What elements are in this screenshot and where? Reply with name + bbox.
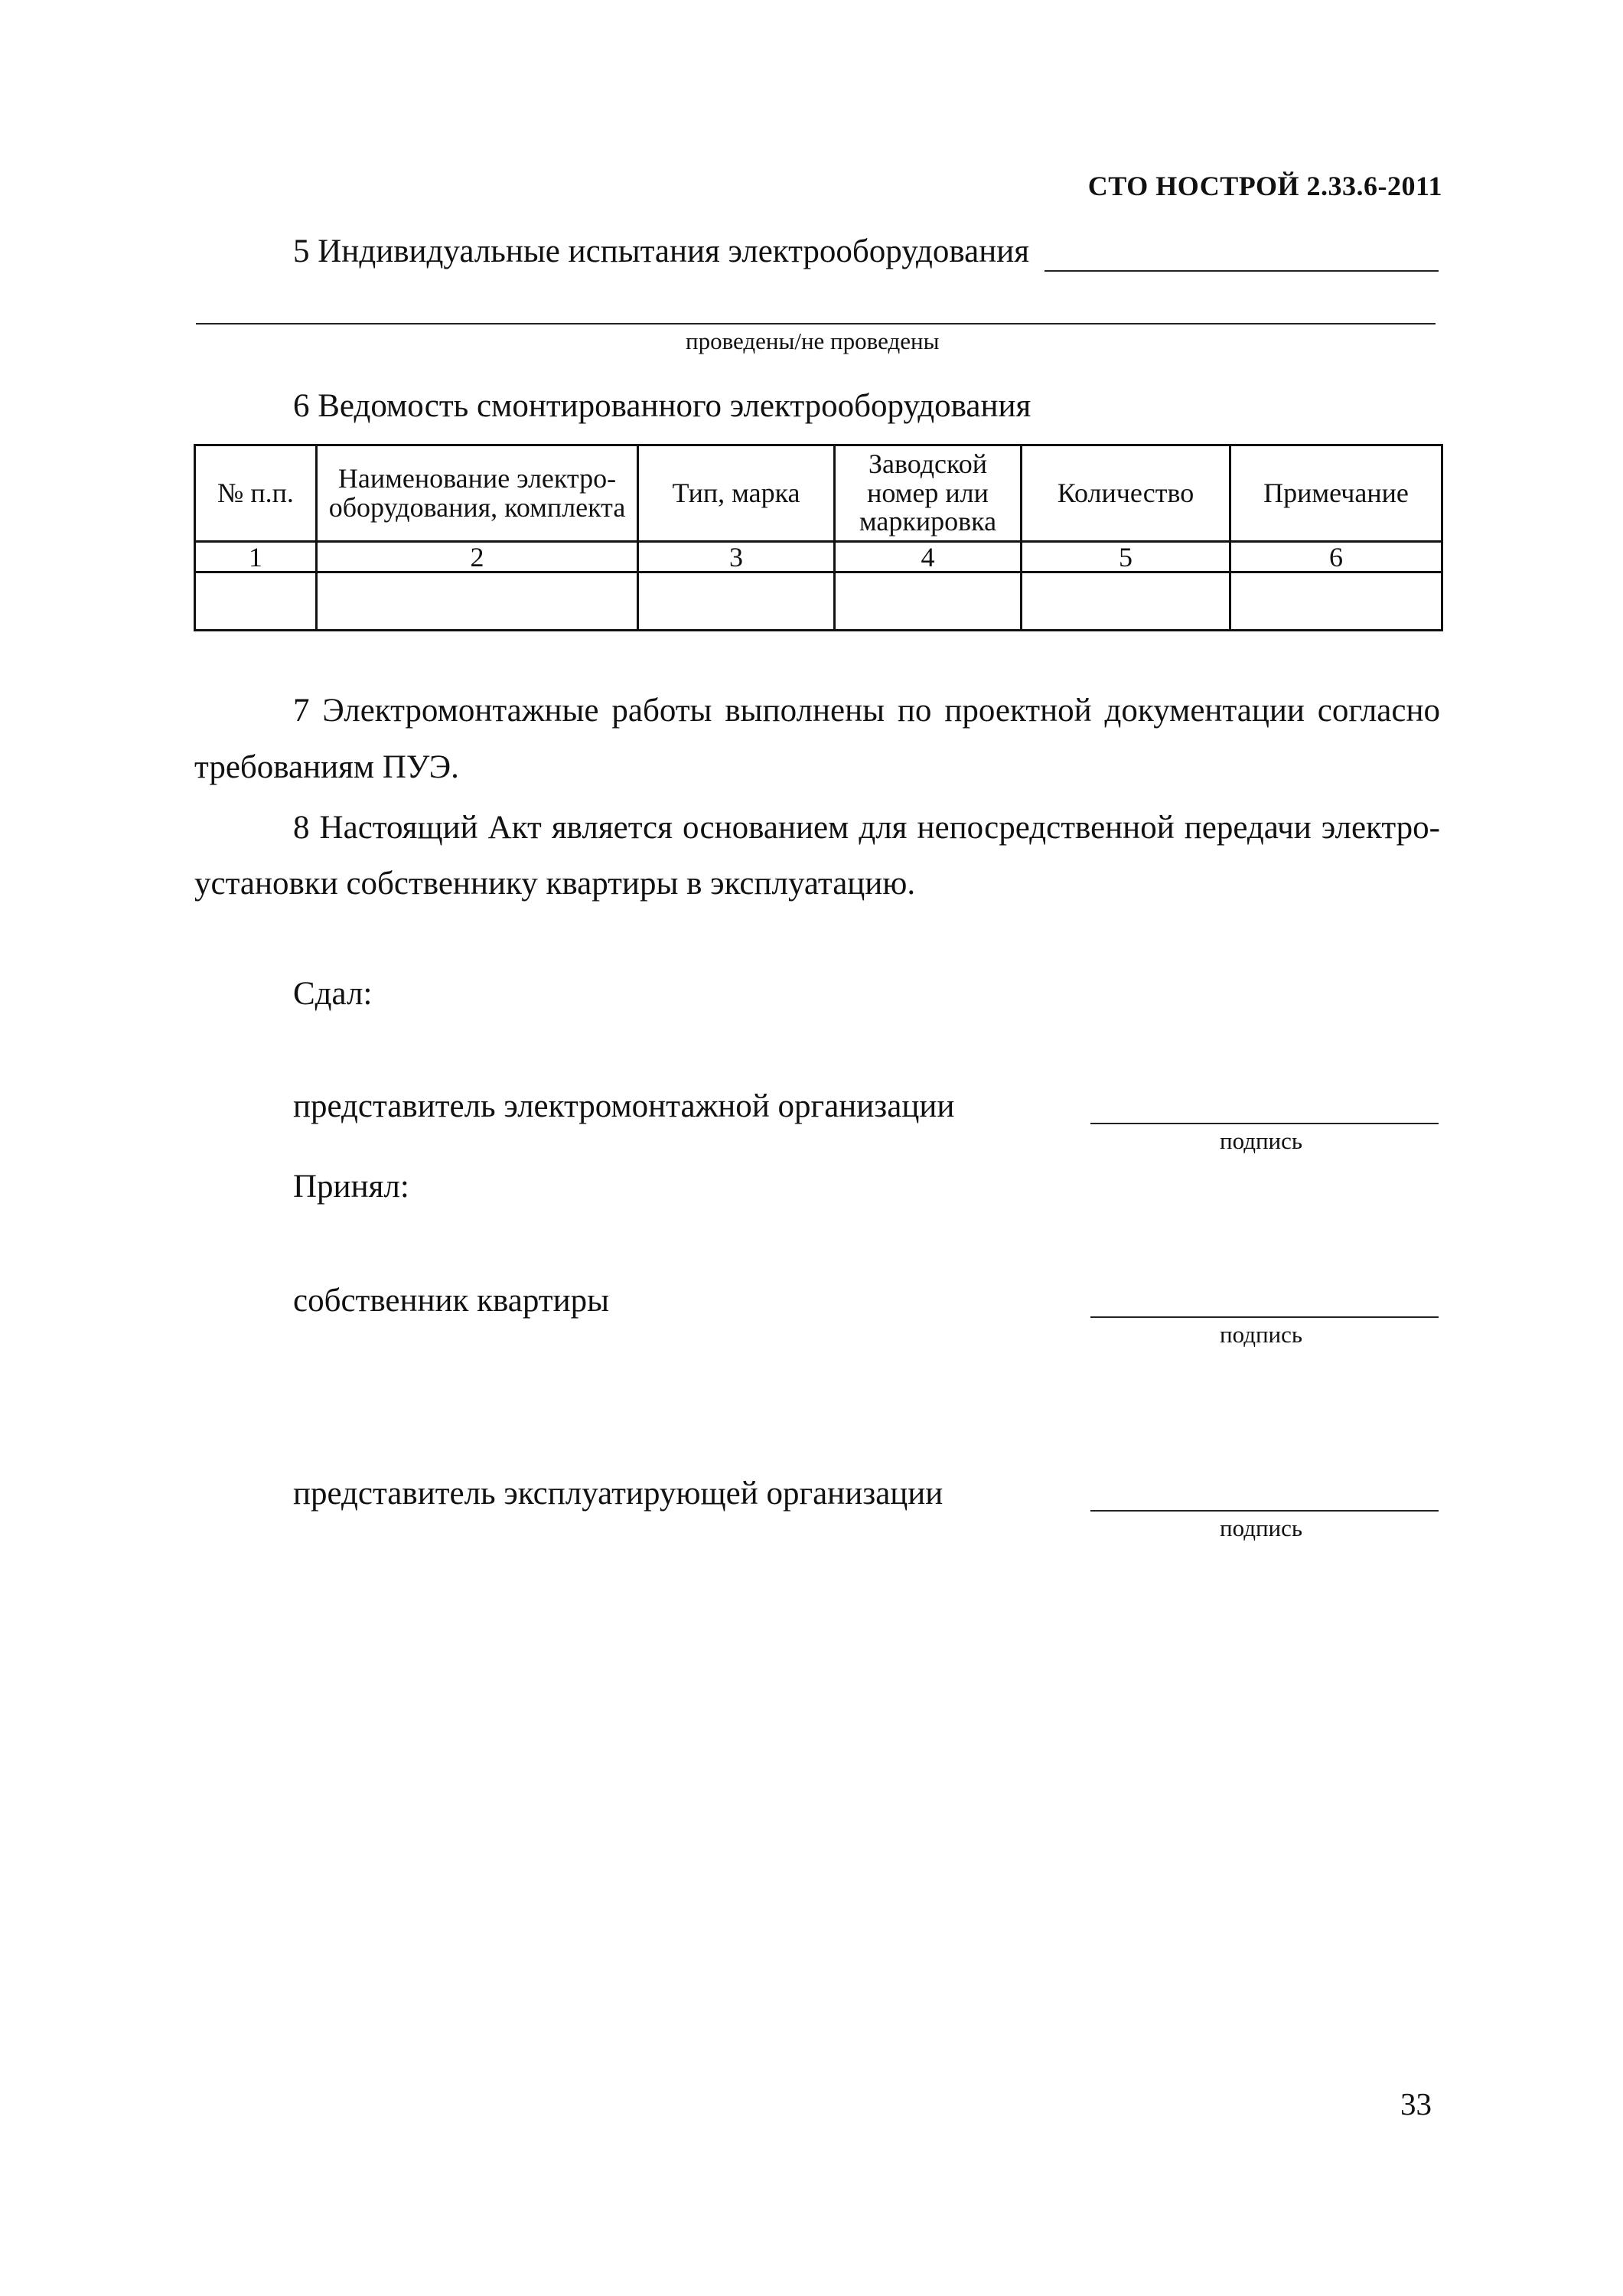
- signature-line-operating-org: [1090, 1510, 1439, 1512]
- table-cell: [1230, 572, 1442, 631]
- column-number-cell: 5: [1022, 542, 1230, 572]
- header-cell-serial-number: Заводской номер или маркировка: [835, 445, 1022, 542]
- accepted-label: Принял:: [293, 1169, 409, 1205]
- table-row: [195, 572, 1442, 631]
- table-column-numbers-row: [195, 542, 1442, 572]
- table-cell: [1022, 572, 1230, 631]
- header-cell-equipment-name: Наименование электро-оборудования, комплекта: [317, 445, 638, 542]
- section-7-line-2: требованиям ПУЭ.: [194, 749, 459, 785]
- column-number-cell: 6: [1230, 542, 1442, 572]
- header-cell-quantity: Количество: [1022, 445, 1230, 542]
- signature-caption: подпись: [1220, 1515, 1303, 1541]
- page-number: 33: [1400, 2086, 1432, 2122]
- electrical-org-representative-label: представитель электромонтажной организации: [293, 1088, 955, 1124]
- handed-over-label: Сдал:: [293, 976, 373, 1012]
- column-number-cell: 1: [195, 542, 317, 572]
- section-7-line-1: 7 Электромонтажные работы выполнены по проектной документации согласно: [293, 693, 1440, 729]
- table-cell: [317, 572, 638, 631]
- signature-line-electrical-org: [1090, 1123, 1439, 1124]
- section-5-caption: проведены/не проведены: [686, 328, 940, 354]
- operating-org-representative-label: представитель эксплуатирующей организации: [293, 1476, 943, 1512]
- section-6-title: 6 Ведомость смонтированного электрооборудования: [293, 388, 1031, 424]
- table-header-row: [195, 445, 1442, 542]
- column-number-cell: 2: [317, 542, 638, 572]
- column-number-cell: 4: [835, 542, 1022, 572]
- section-8-line-1: 8 Настоящий Акт является основанием для непосредственной передачи электро-: [293, 810, 1440, 846]
- table-cell: [195, 572, 317, 631]
- signature-line-apartment-owner: [1090, 1316, 1439, 1318]
- table-cell: [638, 572, 835, 631]
- header-cell-type-brand: Тип, марка: [638, 445, 835, 542]
- header-cell-number: № п.п.: [195, 445, 317, 542]
- section-5-text: 5 Индивидуальные испытания электрооборудования: [293, 233, 1030, 269]
- section-8-line-2: установки собственнику квартиры в эксплуатацию.: [194, 866, 916, 902]
- document-code: СТО НОСТРОЙ 2.33.6-2011: [1087, 171, 1442, 201]
- section-5-full-blank-line: [196, 323, 1436, 325]
- section-5-inline-blank-line: [1045, 270, 1439, 272]
- header-cell-note: Примечание: [1230, 445, 1442, 542]
- signature-caption: подпись: [1220, 1321, 1303, 1348]
- signature-caption: подпись: [1220, 1127, 1303, 1154]
- table-cell: [835, 572, 1022, 631]
- apartment-owner-label: собственник квартиры: [293, 1283, 609, 1319]
- equipment-table: [194, 444, 1443, 631]
- column-number-cell: 3: [638, 542, 835, 572]
